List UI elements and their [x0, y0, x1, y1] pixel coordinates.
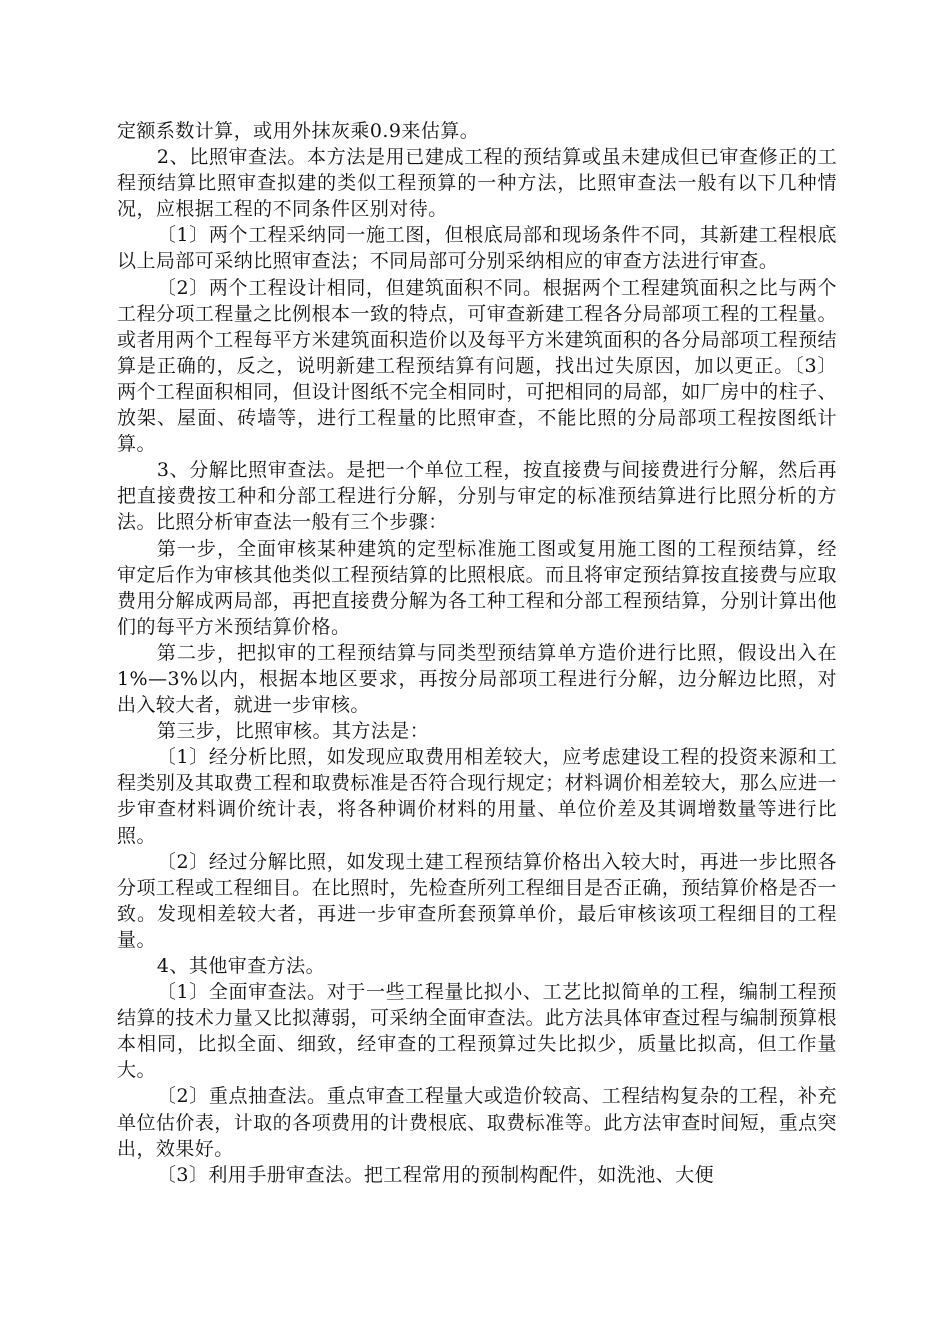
- paragraph: 〔1〕两个工程采纳同一施工图，但根底局部和现场条件不同，其新建工程根底以上局部可采纳比照审查法；不同局部可分别采纳相应的审查方法进行审查。: [117, 224, 837, 273]
- paragraph: 〔1〕全面审查法。对于一些工程量比拟小、工艺比拟简单的工程，编制工程预结算的技术力量又比拟薄弱，可采纳全面审查法。此方法具体审查过程与编制预算根本相同，比拟全面、细致，经审查的工程预算过失比拟少，质量比拟高，但工作量大。: [117, 981, 837, 1082]
- paragraph: 〔2〕经过分解比照，如发现土建工程预结算价格出入较大时，再进一步比照各分项工程或工程细目。在比照时，先检查所列工程细目是否正确，预结算价格是否一致。发现相差较大者，再进一步审查所套预算单价，最后审核该项工程细目的工程量。: [117, 850, 837, 951]
- paragraph: 〔2〕两个工程设计相同，但建筑面积不同。根据两个工程建筑面积之比与两个工程分项工程量之比例根本一致的特点，可审查新建工程各分局部项工程的工程量。或者用两个工程每平方米建筑面积造价以及每平方米建筑面积的各分局部项工程预结算是正确的，反之，说明新建工程预结算有问题，找出过失原因，加以更正。〔3〕两个工程面积相同，但设计图纸不完全相同时，可把相同的局部，如厂房中的柱子、放架、屋面、砖墙等，进行工程量的比照审查，不能比照的分局部项工程按图纸计算。: [117, 276, 837, 456]
- paragraph: 〔3〕利用手册审查法。把工程常用的预制构配件，如洗池、大便: [156, 1163, 715, 1186]
- paragraph: 3、分解比照审查法。是把一个单位工程，按直接费与间接费进行分解，然后再把直接费按工种和分部工程进行分解，分别与审定的标准预结算进行比照分析的方法。比照分析审查法一般有三个步骤：: [117, 459, 837, 534]
- paragraph: 第二步，把拟审的工程预结算与同类型预结算单方造价进行比照，假设出入在1%—3%以内，根据本地区要求，再按分局部项工程进行分解，边分解边比照，对出入较大者，就进一步审核。: [117, 641, 837, 717]
- paragraph: 〔1〕经分析比照，如发现应取费用相差较大，应考虑建设工程的投资来源和工程类别及其取费工程和取费标准是否符合现行规定；材料调价相差较大，那么应进一步审查材料调价统计表，将各种调价材料的用量、单位价差及其调增数量等进行比照。: [117, 746, 837, 847]
- paragraph: 第一步，全面审核某种建筑的定型标准施工图或复用施工图的工程预结算，经审定后作为审核其他类似工程预结算的比照根底。而且将审定预结算按直接费与应取费用分解成两局部，再把直接费分解为各工种工程和分部工程预结算，分别计算出他们的每平方米预结算价格。: [117, 537, 837, 638]
- paragraph: 第三步，比照审核。其方法是：: [156, 720, 430, 743]
- paragraph: 〔2〕重点抽查法。重点审查工程量大或造价较高、工程结构复杂的工程，补充单位估价表，计取的各项费用的计费根底、取费标准等。此方法审查时间短，重点突出，效果好。: [117, 1085, 837, 1160]
- paragraph: 定额系数计算，或用外抹灰乘0.9来估算。: [117, 120, 480, 142]
- paragraph: 4、其他审查方法。: [156, 955, 326, 977]
- document-body: [117, 118, 837, 1188]
- paragraph: 2、比照审查法。本方法是用已建成工程的预结算或虽未建成但已审查修正的工程预结算比照审查拟建的类似工程预算的一种方法，比照审查法一般有以下几种情况，应根据工程的不同条件区别对待。: [117, 146, 837, 221]
